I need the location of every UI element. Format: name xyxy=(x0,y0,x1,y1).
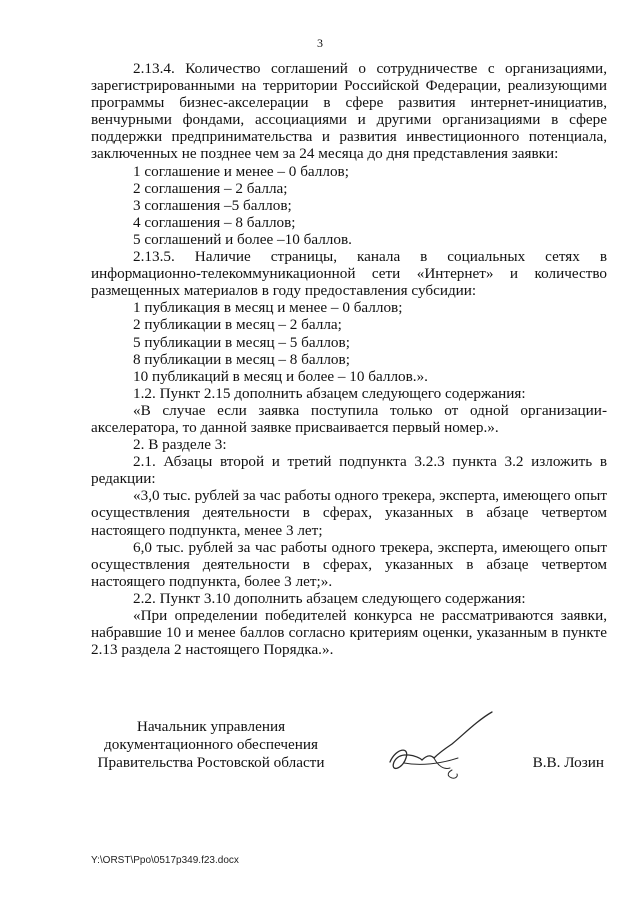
list-item: 8 публикации в месяц – 8 баллов; xyxy=(133,350,350,368)
handwritten-signature xyxy=(360,700,510,790)
signatory-title-line: документационного обеспечения xyxy=(104,735,318,753)
paragraph-2-13-4: 2.13.4. Количество соглашений о сотрудничестве с организациями, зарегистрированными на территории Российской Федерации, реализующими программы бизнес-акселерации в сфере развития интернет-инициатив, венчурными фондами, ассоциациями и другими организациями в сфере поддержки предпринимательства и развития инвестиционного потенциала, заключенных не позднее чем за 24 месяца до дня представления заявки: xyxy=(91,60,607,163)
paragraph-quote: «При определении победителей конкурса не рассматриваются заявки, набравшие 10 и менее баллов согласно критериям оценки, указанным в пункте 2.13 раздела 2 настоящего Порядка.». xyxy=(91,607,607,659)
page-number: 3 xyxy=(317,36,323,50)
list-item: 5 публикации в месяц – 5 баллов; xyxy=(133,333,350,351)
list-item: 5 соглашений и более –10 баллов. xyxy=(133,230,352,248)
file-path-footer: Y:\ORST\Ppo\0517p349.f23.docx xyxy=(91,855,239,866)
signatory-title-line: Начальник управления xyxy=(136,718,286,735)
paragraph-quote: 6,0 тыс. рублей за час работы одного трекера, эксперта, имеющего опыт осуществления деятельности в сферах, указанных в абзаце четвертом настоящего подпункта, более 3 лет;». xyxy=(91,538,607,590)
list-item: 1 соглашение и менее – 0 баллов; xyxy=(133,162,349,180)
signatory-title-line: Правительства Ростовской области xyxy=(97,753,325,771)
paragraph-quote: «3,0 тыс. рублей за час работы одного трекера, эксперта, имеющего опыт осуществления деятельности в сферах, указанных в абзаце четвертом настоящего подпункта, менее 3 лет; xyxy=(91,487,607,539)
paragraph-2-1: 2.1. Абзацы второй и третий подпункта 3.2.3 пункта 3.2 изложить в редакции: xyxy=(91,453,607,488)
list-item: 2 соглашения – 2 балла; xyxy=(133,179,288,197)
signatory-name: В.В. Лозин xyxy=(532,754,604,771)
list-item: 1 публикация в месяц и менее – 0 баллов; xyxy=(133,299,403,317)
paragraph-1-2: 1.2. Пункт 2.15 дополнить абзацем следующего содержания: xyxy=(133,384,526,402)
list-item: 3 соглашения –5 баллов; xyxy=(133,196,292,214)
paragraph-2: 2. В разделе 3: xyxy=(133,436,227,454)
document-body xyxy=(91,60,607,658)
paragraph-2-2: 2.2. Пункт 3.10 дополнить абзацем следующего содержания: xyxy=(133,589,526,607)
list-item: 2 публикации в месяц – 2 балла; xyxy=(133,316,342,334)
list-item: 10 публикаций в месяц и более – 10 баллов.». xyxy=(133,367,428,385)
paragraph-2-13-5: 2.13.5. Наличие страницы, канала в социальных сетях в информационно-телекоммуникационной сети «Интернет» и количество размещенных материалов в году предоставления субсидии: xyxy=(91,248,607,300)
list-item: 4 соглашения – 8 баллов; xyxy=(133,213,296,231)
paragraph-quote: «В случае если заявка поступила только от одной организации-акселератора, то данной заявке присваивается первый номер.». xyxy=(91,401,607,436)
signatory-title xyxy=(91,718,331,771)
